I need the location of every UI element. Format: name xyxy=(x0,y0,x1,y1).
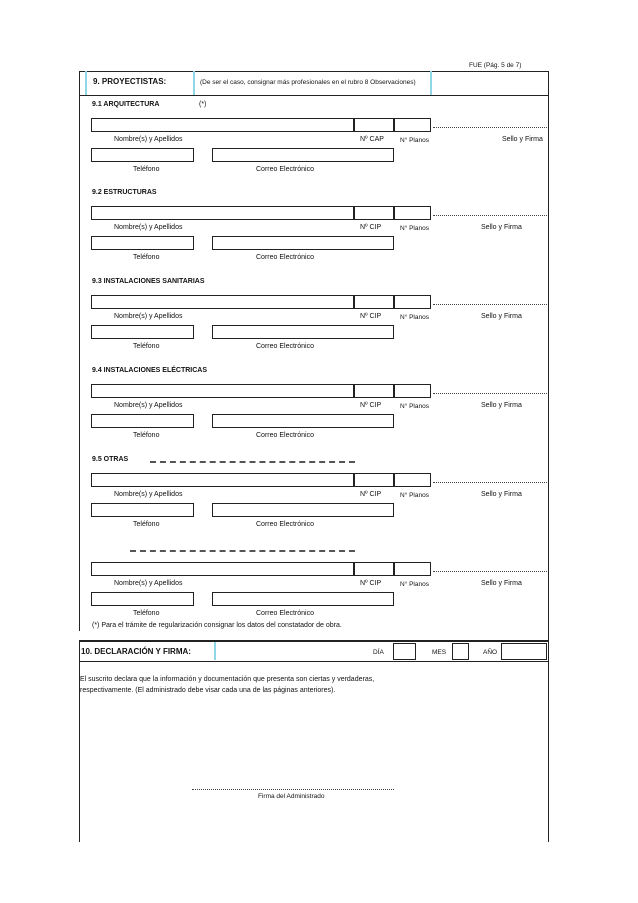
group-title: 9.2 ESTRUCTURAS xyxy=(92,189,157,196)
name-field[interactable] xyxy=(91,562,354,576)
other-specialty-line[interactable] xyxy=(150,461,355,463)
signature-line[interactable] xyxy=(192,789,394,790)
frame-left-line xyxy=(79,71,80,631)
email-label: Correo Electrónico xyxy=(256,254,314,261)
seal-signature-line[interactable] xyxy=(433,127,547,128)
names-label: Nombre(s) y Apellidos xyxy=(114,580,183,587)
planos-label: N° Planos xyxy=(400,225,429,232)
registration-field[interactable] xyxy=(354,206,394,220)
section10-left-line xyxy=(79,640,80,842)
day-label: DÍA xyxy=(373,649,384,656)
seal-signature-line[interactable] xyxy=(433,571,547,572)
seal-signature-line[interactable] xyxy=(433,215,547,216)
day-field[interactable] xyxy=(393,643,416,660)
phone-label: Teléfono xyxy=(133,254,160,261)
phone-field[interactable] xyxy=(91,414,194,428)
seal-signature-label: Sello y Firma xyxy=(502,136,543,143)
group-title: 9.3 INSTALACIONES SANITARIAS xyxy=(92,278,205,285)
registration-label: Nº CIP xyxy=(360,491,382,498)
email-label: Correo Electrónico xyxy=(256,610,314,617)
phone-label: Teléfono xyxy=(133,521,160,528)
registration-label: Nº CIP xyxy=(360,313,382,320)
name-field[interactable] xyxy=(91,473,354,487)
registration-label: Nº CAP xyxy=(360,136,384,143)
email-field[interactable] xyxy=(212,148,394,162)
seal-signature-label: Sello y Firma xyxy=(481,224,522,231)
registration-field[interactable] xyxy=(354,562,394,576)
seal-signature-label: Sello y Firma xyxy=(481,580,522,587)
email-field[interactable] xyxy=(212,414,394,428)
planos-field[interactable] xyxy=(394,295,431,309)
frame-top-line xyxy=(79,71,549,72)
group-title: 9.1 ARQUITECTURA xyxy=(92,101,160,108)
registration-label: Nº CIP xyxy=(360,224,382,231)
planos-label: N° Planos xyxy=(400,314,429,321)
email-label: Correo Electrónico xyxy=(256,166,314,173)
declaration-line-1: El suscrito declara que la información y documentación que presenta son ciertas y verdaderas, xyxy=(80,676,375,683)
phone-field[interactable] xyxy=(91,236,194,250)
registration-field[interactable] xyxy=(354,473,394,487)
planos-label: N° Planos xyxy=(400,403,429,410)
accent-bar xyxy=(214,642,216,660)
signature-label: Firma del Administrado xyxy=(258,793,325,800)
group-title: 9.4 INSTALACIONES ELÉCTRICAS xyxy=(92,367,207,374)
section9-note: (De ser el caso, consignar más profesionales en el rubro 8 Observaciones) xyxy=(200,79,416,86)
phone-label: Teléfono xyxy=(133,432,160,439)
page-reference: FUE (Pág. 5 de 7) xyxy=(469,62,522,69)
phone-field[interactable] xyxy=(91,325,194,339)
phone-field[interactable] xyxy=(91,148,194,162)
email-field[interactable] xyxy=(212,236,394,250)
phone-field[interactable] xyxy=(91,503,194,517)
registration-field[interactable] xyxy=(354,384,394,398)
seal-signature-line[interactable] xyxy=(433,304,547,305)
email-label: Correo Electrónico xyxy=(256,343,314,350)
names-label: Nombre(s) y Apellidos xyxy=(114,136,183,143)
accent-bar xyxy=(430,71,432,96)
registration-label: Nº CIP xyxy=(360,580,382,587)
seal-signature-label: Sello y Firma xyxy=(481,313,522,320)
name-field[interactable] xyxy=(91,206,354,220)
declaration-line-2: respectivamente. (El administrado debe visar cada una de las páginas anteriores). xyxy=(80,687,336,694)
phone-field[interactable] xyxy=(91,592,194,606)
section10-title: 10. DECLARACIÓN Y FIRMA: xyxy=(81,647,191,656)
names-label: Nombre(s) y Apellidos xyxy=(114,224,183,231)
section9-title: 9. PROYECTISTAS: xyxy=(93,77,167,86)
group-marker: (*) xyxy=(199,101,207,108)
seal-signature-label: Sello y Firma xyxy=(481,402,522,409)
planos-field[interactable] xyxy=(394,118,431,132)
email-field[interactable] xyxy=(212,325,394,339)
seal-signature-line[interactable] xyxy=(433,482,547,483)
name-field[interactable] xyxy=(91,384,354,398)
planos-field[interactable] xyxy=(394,384,431,398)
planos-label: N° Planos xyxy=(400,137,429,144)
name-field[interactable] xyxy=(91,295,354,309)
phone-label: Teléfono xyxy=(133,610,160,617)
email-field[interactable] xyxy=(212,592,394,606)
section10-right-line xyxy=(548,640,549,842)
planos-field[interactable] xyxy=(394,473,431,487)
phone-label: Teléfono xyxy=(133,343,160,350)
planos-label: N° Planos xyxy=(400,492,429,499)
other-specialty-line[interactable] xyxy=(130,550,355,552)
names-label: Nombre(s) y Apellidos xyxy=(114,313,183,320)
planos-field[interactable] xyxy=(394,206,431,220)
seal-signature-label: Sello y Firma xyxy=(481,491,522,498)
names-label: Nombre(s) y Apellidos xyxy=(114,402,183,409)
section10-title-underline xyxy=(79,661,549,662)
accent-bar xyxy=(193,71,195,96)
footnote: (*) Para el trámite de regularización consignar los datos del constatador de obra. xyxy=(92,622,342,629)
registration-label: Nº CIP xyxy=(360,402,382,409)
month-label: MES xyxy=(432,649,447,656)
email-field[interactable] xyxy=(212,503,394,517)
email-label: Correo Electrónico xyxy=(256,521,314,528)
names-label: Nombre(s) y Apellidos xyxy=(114,491,183,498)
section9-title-underline xyxy=(79,95,549,96)
year-field[interactable] xyxy=(501,643,547,660)
month-field[interactable] xyxy=(452,643,469,660)
seal-signature-line[interactable] xyxy=(433,393,547,394)
registration-field[interactable] xyxy=(354,295,394,309)
phone-label: Teléfono xyxy=(133,166,160,173)
frame-right-line xyxy=(548,71,549,641)
section10-top-line xyxy=(79,640,549,642)
planos-label: N° Planos xyxy=(400,581,429,588)
planos-field[interactable] xyxy=(394,562,431,576)
email-label: Correo Electrónico xyxy=(256,432,314,439)
registration-field[interactable] xyxy=(354,118,394,132)
group-title: 9.5 OTRAS xyxy=(92,456,129,463)
year-label: AÑO xyxy=(483,649,498,656)
name-field[interactable] xyxy=(91,118,354,132)
accent-bar xyxy=(85,71,87,96)
